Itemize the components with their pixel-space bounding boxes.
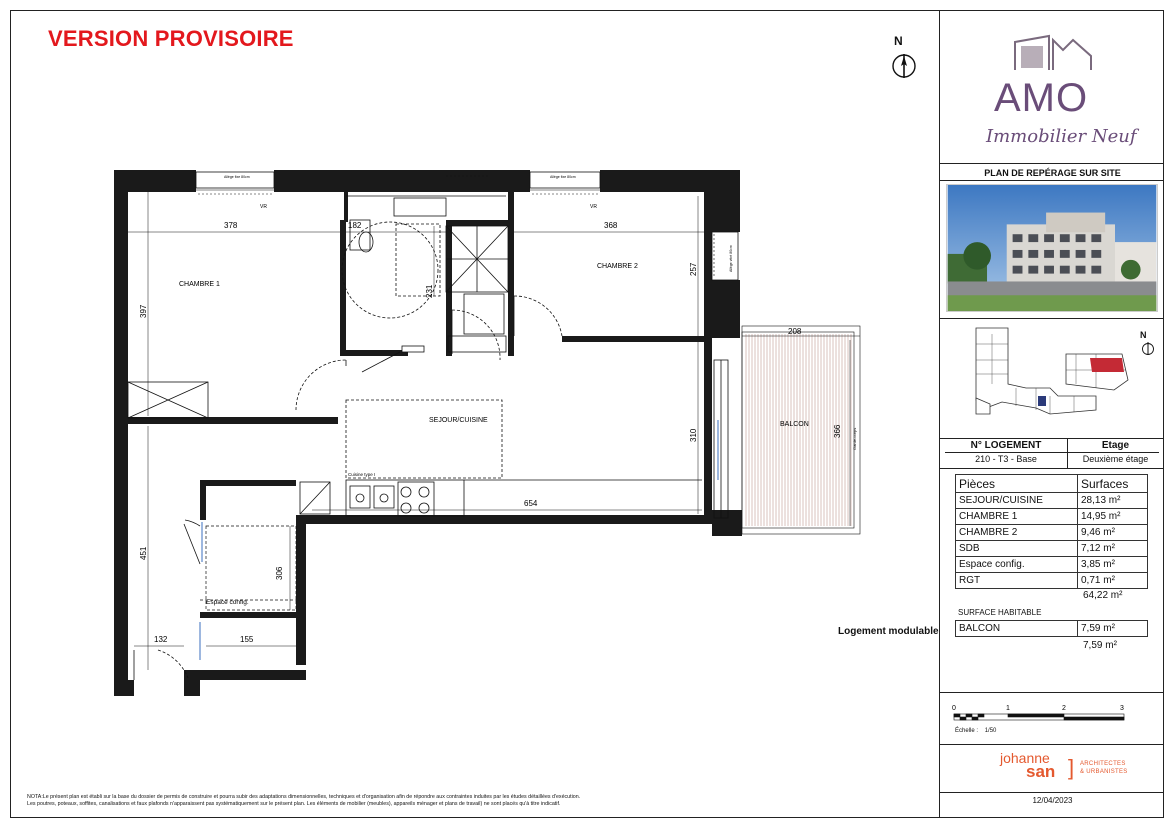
room-name: SEJOUR/CUISINE [956,493,1078,509]
garde-corps-label: Garde-corps [852,427,857,450]
room-area: 0,71 m² [1078,573,1148,589]
scale-tick: 0 [952,705,956,712]
table-row [956,541,1148,557]
room-label-chambre1: CHAMBRE 1 [179,281,220,288]
architect-logo [1000,752,1055,779]
dim-label: 132 [154,635,168,644]
scale-bar [948,700,1138,740]
scale-label [955,728,996,734]
surface-habitable-label: SURFACE HABITABLE [958,608,1042,617]
balcon-name: BALCON [956,621,1078,637]
site-north-label: N [1140,330,1147,340]
vr-label: VR [260,204,267,210]
sidebar-rule [939,744,1164,745]
logo-text: AMO [994,76,1089,120]
table-row [956,493,1148,509]
version-title: VERSION PROVISOIRE [48,26,294,51]
room-area: 7,12 m² [1078,541,1148,557]
site-plan-title: PLAN DE REPÉRAGE SUR SITE [984,168,1121,178]
floor-plan [100,160,880,720]
dim-label: 397 [139,304,148,318]
room-name: CHAMBRE 2 [956,525,1078,541]
plan-date: 12/04/2023 [1032,796,1073,805]
table-row [956,557,1148,573]
sidebar-rule [939,438,1164,439]
footer-note-line: NOTA:Le présent plan est établi sur la base du dossier de permis de construire et pourra subir des adaptations dimensionnelles, techniques et d'organisation afin de répondre aux contraintes induites par les études détaillées d'exécution. [27,794,581,800]
architect-name-line2: san [1026,762,1056,781]
scale-tick: 2 [1062,705,1066,712]
dim-label: 306 [275,566,284,580]
allege-label: Allège vitré 80cm [729,245,733,272]
room-name: CHAMBRE 1 [956,509,1078,525]
balcon-table [955,620,1148,637]
site-north-arrow-icon [1141,340,1155,356]
total-balcon-value: 7,59 m² [1083,640,1117,651]
scale-ratio: 1/50 [984,728,997,734]
total-habitable-value: 64,22 m² [1083,590,1123,601]
sidebar-rule [939,318,1164,319]
sidebar-rule [939,163,1164,164]
room-area: 3,85 m² [1078,557,1148,573]
balcon-area: 7,59 m² [1078,621,1148,637]
room-label-balcon: BALCON [780,421,809,428]
surfaces-header-row [956,475,1148,493]
logement-modulable-label: Logement modulable [838,626,939,637]
kitchen-label: Cuisine type I [348,472,376,477]
room-name: Espace config. [956,557,1078,573]
architect-sub1: ARCHITECTES [1080,761,1126,767]
sidebar-rule [939,468,1164,469]
surfaces-header-area: Surfaces [1078,475,1148,493]
dim-label: 451 [139,546,148,560]
architect-bracket-icon: ] [1068,755,1075,780]
dim-label: 378 [224,221,238,230]
scale-text: Échelle : [955,728,979,734]
dim-label: 208 [788,327,802,336]
room-area: 28,13 m² [1078,493,1148,509]
footer-note-line: Les poutres, poteaux, soffites, canalisations et faux plafonds n'apparaissent pas systématiquement sur le présent plan. Les éléments de mobilier (meubles), appareils ménager et plans de travail) ne sont placés qu'à titre indicatif. [27,800,561,807]
north-arrow-icon [889,34,919,84]
table-row [956,525,1148,541]
sidebar-rule [939,180,1164,181]
scale-tick: 3 [1120,705,1124,712]
architect-sub2: & URBANISTES [1080,769,1128,775]
architect-subtitle [1080,760,1128,776]
dim-label: 366 [833,424,842,438]
table-row [956,509,1148,525]
logement-number-heading: N° LOGEMENT [970,440,1042,451]
room-label-chambre2: CHAMBRE 2 [597,263,638,270]
sidebar-rule [939,692,1164,693]
dim-label: 182 [348,221,362,230]
dim-label: 310 [689,428,698,442]
room-label-espace: Espace config. [206,599,249,606]
logement-rule [945,452,1159,453]
etage-value: Deuxième étage [1082,454,1149,464]
architect-name-line1: johanne [1000,750,1050,766]
sidebar-rule [939,792,1164,793]
room-name: SDB [956,541,1078,557]
dim-label: 368 [604,221,618,230]
dim-label: 231 [425,284,434,298]
room-name: RGT [956,573,1078,589]
room-label-sejour: SEJOUR/CUISINE [429,417,488,424]
surfaces-header-rooms: Pièces [956,475,1078,493]
logement-number-value: 210 - T3 - Base [975,454,1037,464]
room-area: 14,95 m² [1078,509,1148,525]
dim-label: 654 [524,499,538,508]
logo-subtitle: Immobilier Neuf [986,126,1137,147]
surfaces-table [955,474,1148,589]
building-render-image [946,184,1158,312]
etage-heading: Etage [1101,440,1130,451]
vr-label: VR [590,204,597,210]
allege-label: Allège fixe 80cm [224,175,250,179]
table-row [956,573,1148,589]
dim-label: 155 [240,635,254,644]
room-area: 9,46 m² [1078,525,1148,541]
sidebar-divider [939,10,940,818]
site-location-map [946,324,1158,436]
scale-tick: 1 [1006,705,1010,712]
footer-note [27,794,927,807]
table-row [956,621,1148,637]
north-label: N [894,34,903,48]
allege-label: Allège fixe 80cm [550,175,576,179]
dim-label: 257 [689,262,698,276]
